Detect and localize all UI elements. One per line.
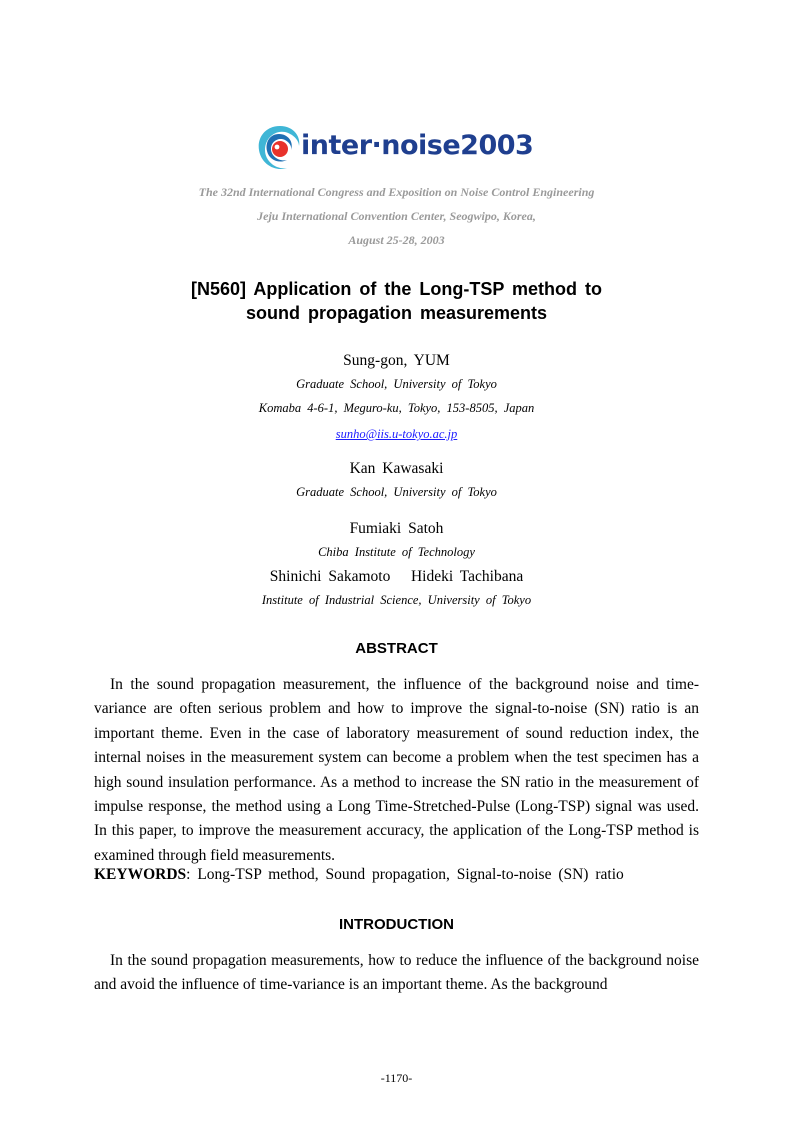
abstract-heading: ABSTRACT [355, 640, 438, 657]
logo-wordmark: inter·noise2003 [301, 130, 534, 161]
introduction-body [94, 949, 699, 998]
paper-title-line-1: [N560] Application of the Long-TSP method to [191, 279, 602, 299]
author-affiliation: Institute of Industrial Science, University of Tokyo [261, 593, 532, 607]
author-email-link[interactable]: sunho@iis.u-tokyo.ac.jp [335, 427, 458, 441]
abstract-text: In the sound propagation measurement, the influence of the background noise and time-variance are often serious problem and how to improve the signal-to-noise (SN) ratio is an important theme. Even in the case of laboratory measurement of sound reduction index, the internal noises in the measurement system can become a problem when the test specimen has a high sound insulation performance. As a method to increase the SN ratio in the measurement of impulse response, the method using a Long Time-Stretched-Pulse (Long-TSP) signal was used. In this paper, to improve the measurement accuracy, the application of the Long-TSP method is examined through field measurements. [94, 676, 699, 864]
keywords-text: : Long-TSP method, Sound propagation, Signal-to-noise (SN) ratio [186, 866, 624, 883]
conference-logo [255, 120, 555, 176]
paper-title-line-2: sound propagation measurements [245, 303, 548, 323]
author-name: Fumiaki Satoh [349, 520, 444, 537]
conference-name: The 32nd International Congress and Exposition on Noise Control Engineering [198, 185, 595, 199]
page-number: -1170- [380, 1071, 413, 1085]
conference-dates: August 25-28, 2003 [348, 233, 445, 247]
author-affiliation: Graduate School, University of Tokyo [296, 485, 497, 499]
author-name: Shinichi Sakamoto Hideki Tachibana [269, 568, 524, 585]
swirl-logo-icon [255, 120, 305, 176]
keywords-label: KEYWORDS [94, 866, 187, 883]
author-name: Kan Kawasaki [349, 460, 444, 477]
introduction-heading: INTRODUCTION [339, 916, 454, 933]
author-address: Komaba 4-6-1, Meguro-ku, Tokyo, 153-8505, Japan [258, 401, 535, 415]
keywords-line [94, 866, 624, 884]
abstract-body [94, 673, 699, 868]
author-name: Sung-gon, YUM [343, 352, 450, 369]
conference-venue: Jeju International Convention Center, Seogwipo, Korea, [257, 209, 536, 223]
introduction-text: In the sound propagation measurements, how to reduce the influence of the background noise and avoid the influence of time-variance is an important theme. As the background [94, 952, 699, 994]
author-affiliation: Graduate School, University of Tokyo [296, 377, 497, 391]
author-email-row [0, 425, 793, 443]
author-affiliation: Chiba Institute of Technology [318, 545, 475, 559]
